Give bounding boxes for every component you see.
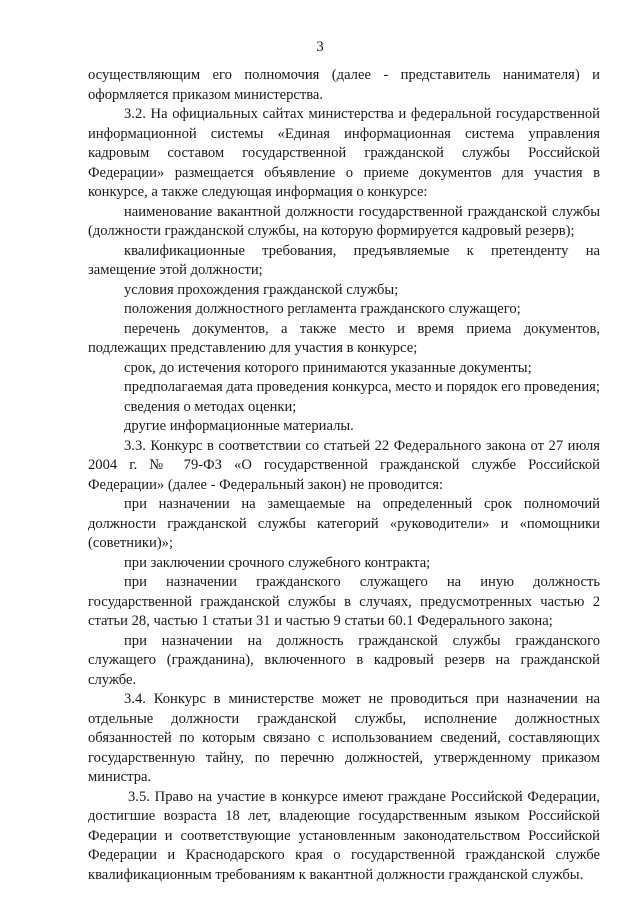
paragraph: сведения о методах оценки; [124,398,297,415]
page-number: 3 [316,39,324,55]
paragraph: перечень документов, а также место и время приема документов, подлежащих представлению для участия в конкурсе; [88,320,600,356]
paragraph: при назначении на замещаемые на определенный срок полномочий должности гражданской службы категорий «руководители» и «помощники (советники)»; [88,496,600,551]
paragraph: 3.2. На официальных сайтах министерства и федеральной государственной информационной системы «Единая информационная система управления кадровым составом государственной гражданской службы Российской Федерации» размещается объявление о приеме документов для участия в конкурсе, а также следующая информация о конкурсе: [88,106,600,200]
paragraph: квалификационные требования, предъявляемые к претенденту на замещение этой должности; [88,242,600,278]
paragraph: наименование вакантной должности государственной гражданской службы (должности гражданской службы, на которую формируется кадровый резерв); [88,203,600,239]
paragraph: при назначении гражданского служащего на иную должность государственной гражданской службы в случаях, предусмотренных частью 2 статьи 28, частью 1 статьи 31 и частью 9 статьи 60.1 Федерального закона; [88,574,600,629]
paragraph: положения должностного регламента гражданского служащего; [124,301,521,317]
paragraph: срок, до истечения которого принимаются указанные документы; [124,359,532,376]
paragraph: другие информационные материалы. [124,418,354,434]
paragraph: 3.3. Конкурс в соответствии со статьей 22 Федерального закона от 27 июля 2004 г. № 79-ФЗ «О государственной гражданской службе Российской Федерации» (далее - Федеральный закон) не проводится: [88,437,600,493]
paragraph: при заключении срочного служебного контракта; [124,554,431,571]
document-body [88,66,600,885]
paragraph: осуществляющим его полномочия (далее - представитель нанимателя) и оформляется приказом министерства. [88,67,600,103]
paragraph: условия прохождения гражданской службы; [124,281,399,298]
paragraph: 3.5. Право на участие в конкурсе имеют граждане Российской Федерации, достигшие возраста 18 лет, владеющие государственным языком Российской Федерации и соответствующие установленным законодательством Российской Федерации и Краснодарского края о государственной гражданской службе квалификационным требованиям к вакантной должности гражданской службы. [88,788,600,883]
paragraph: предполагаемая дата проведения конкурса, место и порядок его проведения; [124,379,600,395]
paragraph: при назначении на должность гражданской службы гражданского служащего (гражданина), включенного в кадровый резерв на гражданской службе. [88,632,600,688]
paragraph: 3.4. Конкурс в министерстве может не проводиться при назначении на отдельные должности гражданской службы, исполнение должностных обязанностей по которым связано с использованием сведений, составляющих государственную тайну, по перечню должностей, утвержденному приказом министра. [88,691,600,785]
